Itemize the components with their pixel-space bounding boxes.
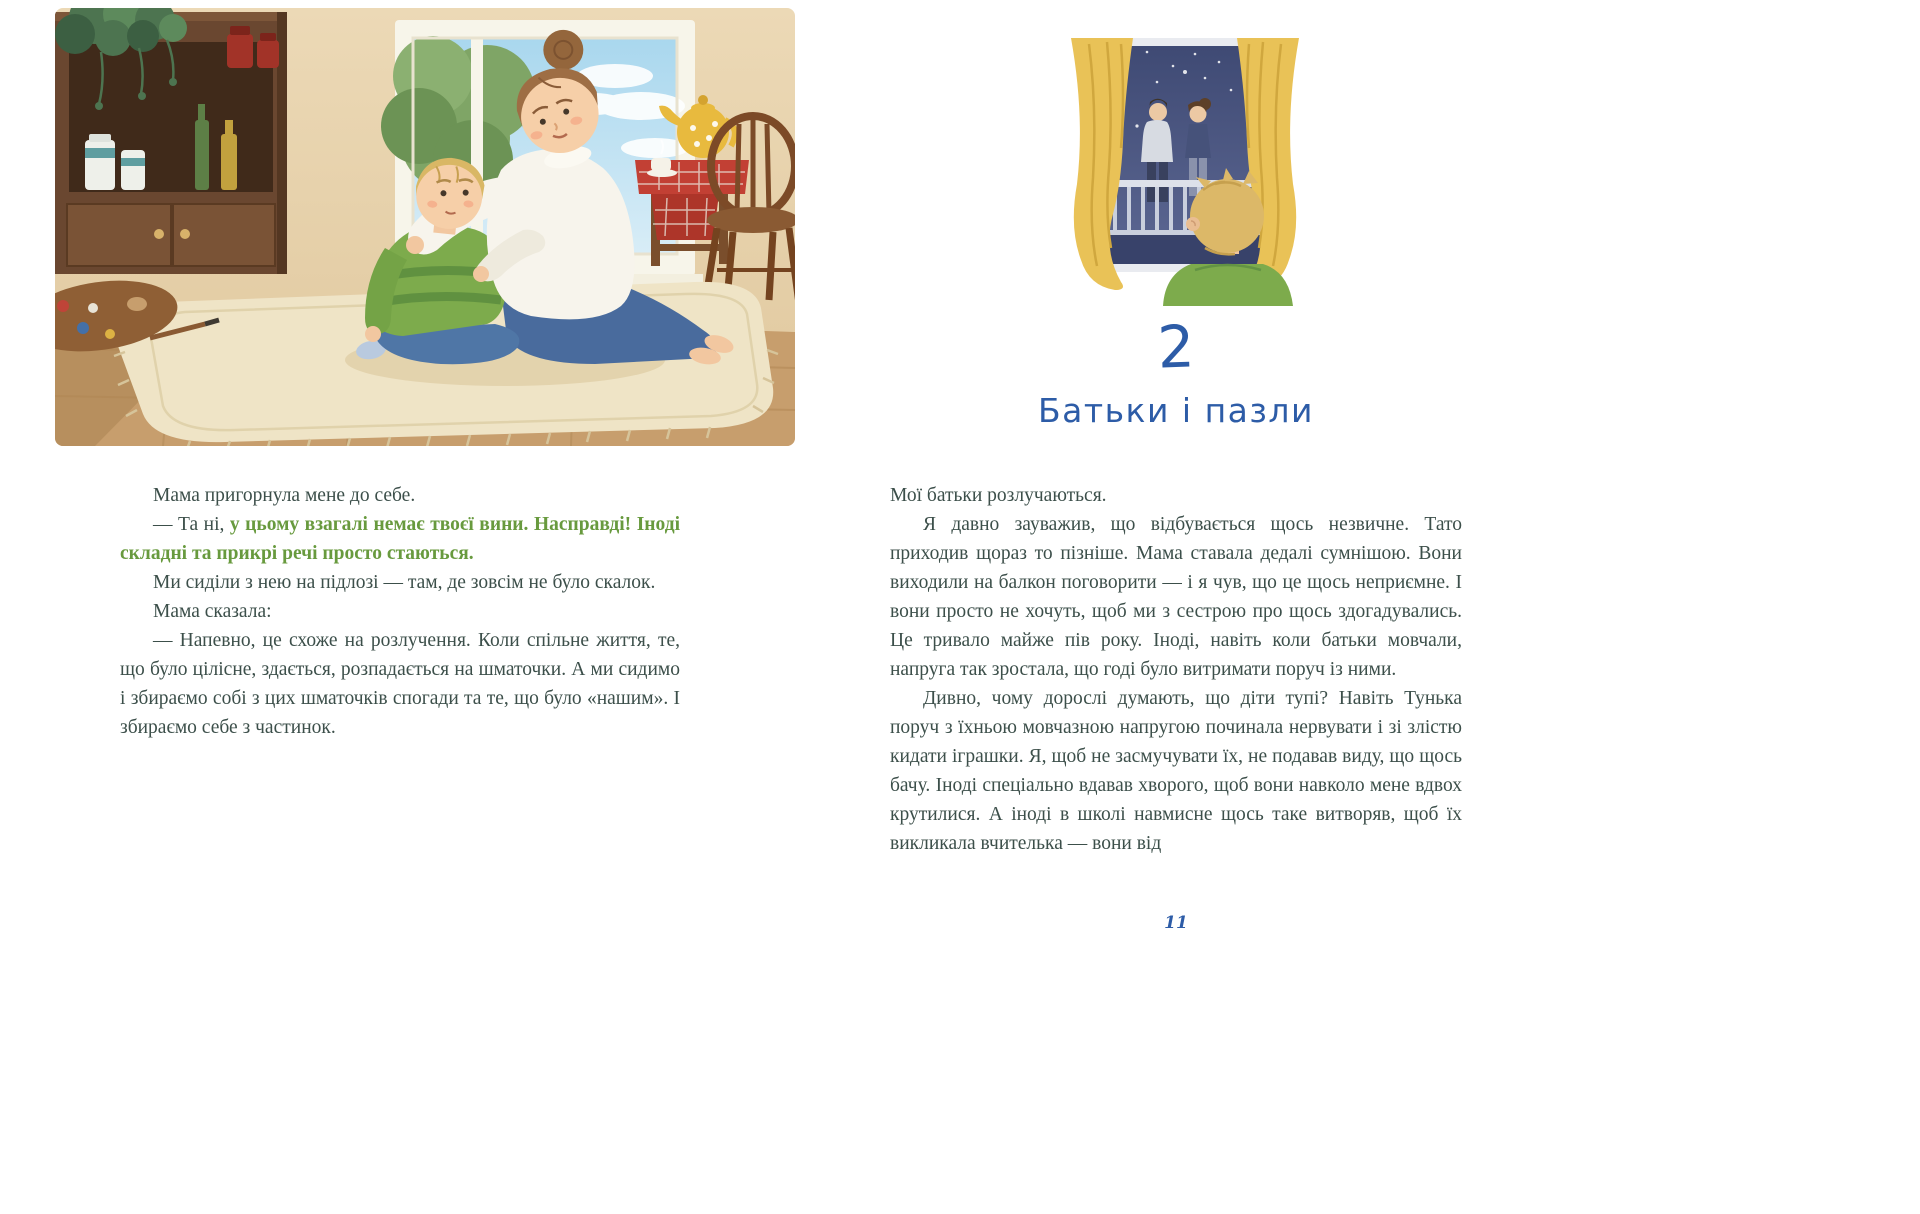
chapter-number: 2: [1156, 312, 1196, 382]
boy-at-night-window-scene: [1055, 38, 1315, 306]
boy-ear: [1186, 217, 1200, 231]
dialog-emphasis: у цьому взагалі немає твоєї вини. Насправді! Іноді складні та прикрі речі просто стаються.: [120, 514, 680, 564]
chapter-title: Батьки і пазли: [1038, 391, 1314, 430]
right-page-text: [890, 481, 1462, 858]
dialog-lead: — Та ні,: [153, 514, 230, 535]
living-room-illustration: [55, 8, 795, 446]
paragraph: Мої батьки розлучаються.: [890, 485, 1107, 506]
paragraph: Дивно, чому дорослі думають, що діти тупі? Навіть Тунька поруч з їхньою мовчазною напругою починала нервувати і зі злістю кидати іграшки. Я, щоб не засмучувати їх, не подавав виду, що щось бачу. Іноді спеціально вдавав хворого, щоб вони навколо мене вдвох крутилися. А іноді в школі навмисне щось таке витворяв, щоб їх викликала вчителька — вони від: [890, 688, 1462, 854]
mother-and-son-scene: [55, 8, 795, 446]
cabinet-doors: [67, 204, 275, 266]
paragraph-dialog: [120, 510, 680, 568]
left-page-text: [120, 481, 680, 742]
paragraph: Мама сказала:: [153, 601, 272, 622]
page-number: 11: [1164, 913, 1188, 933]
paragraph: Я давно зауважив, що відбувається щось незвичне. Тато приходив щораз то пізніше. Мама ставала дедалі сумнішою. Вони виходили на балкон поговорити — і я чув, що це щось неприємне. І вони просто не хочуть, щоб ми з сестрою про щось здогадувались. Це тривало майже пів року. Іноді, навіть коли батьки мовчали, напруга так зростала, що годі було витримати поруч із ними.: [890, 514, 1462, 680]
paragraph: — Напевно, це схоже на розлучення. Коли спільне життя, те, що було цілісне, здається, розпадається на шматочки. А ми сидимо і збираємо собі з цих шматочків спогади та те, що було «нашим». І збираємо себе з частинок.: [120, 630, 680, 738]
paragraph: Ми сиділи з нею на підлозі — там, де зовсім не було скалок.: [153, 572, 656, 593]
chapter-illustration: [1055, 38, 1315, 306]
paragraph: Мама пригорнула мене до себе.: [153, 485, 416, 506]
boy-head-back: [1190, 179, 1264, 253]
